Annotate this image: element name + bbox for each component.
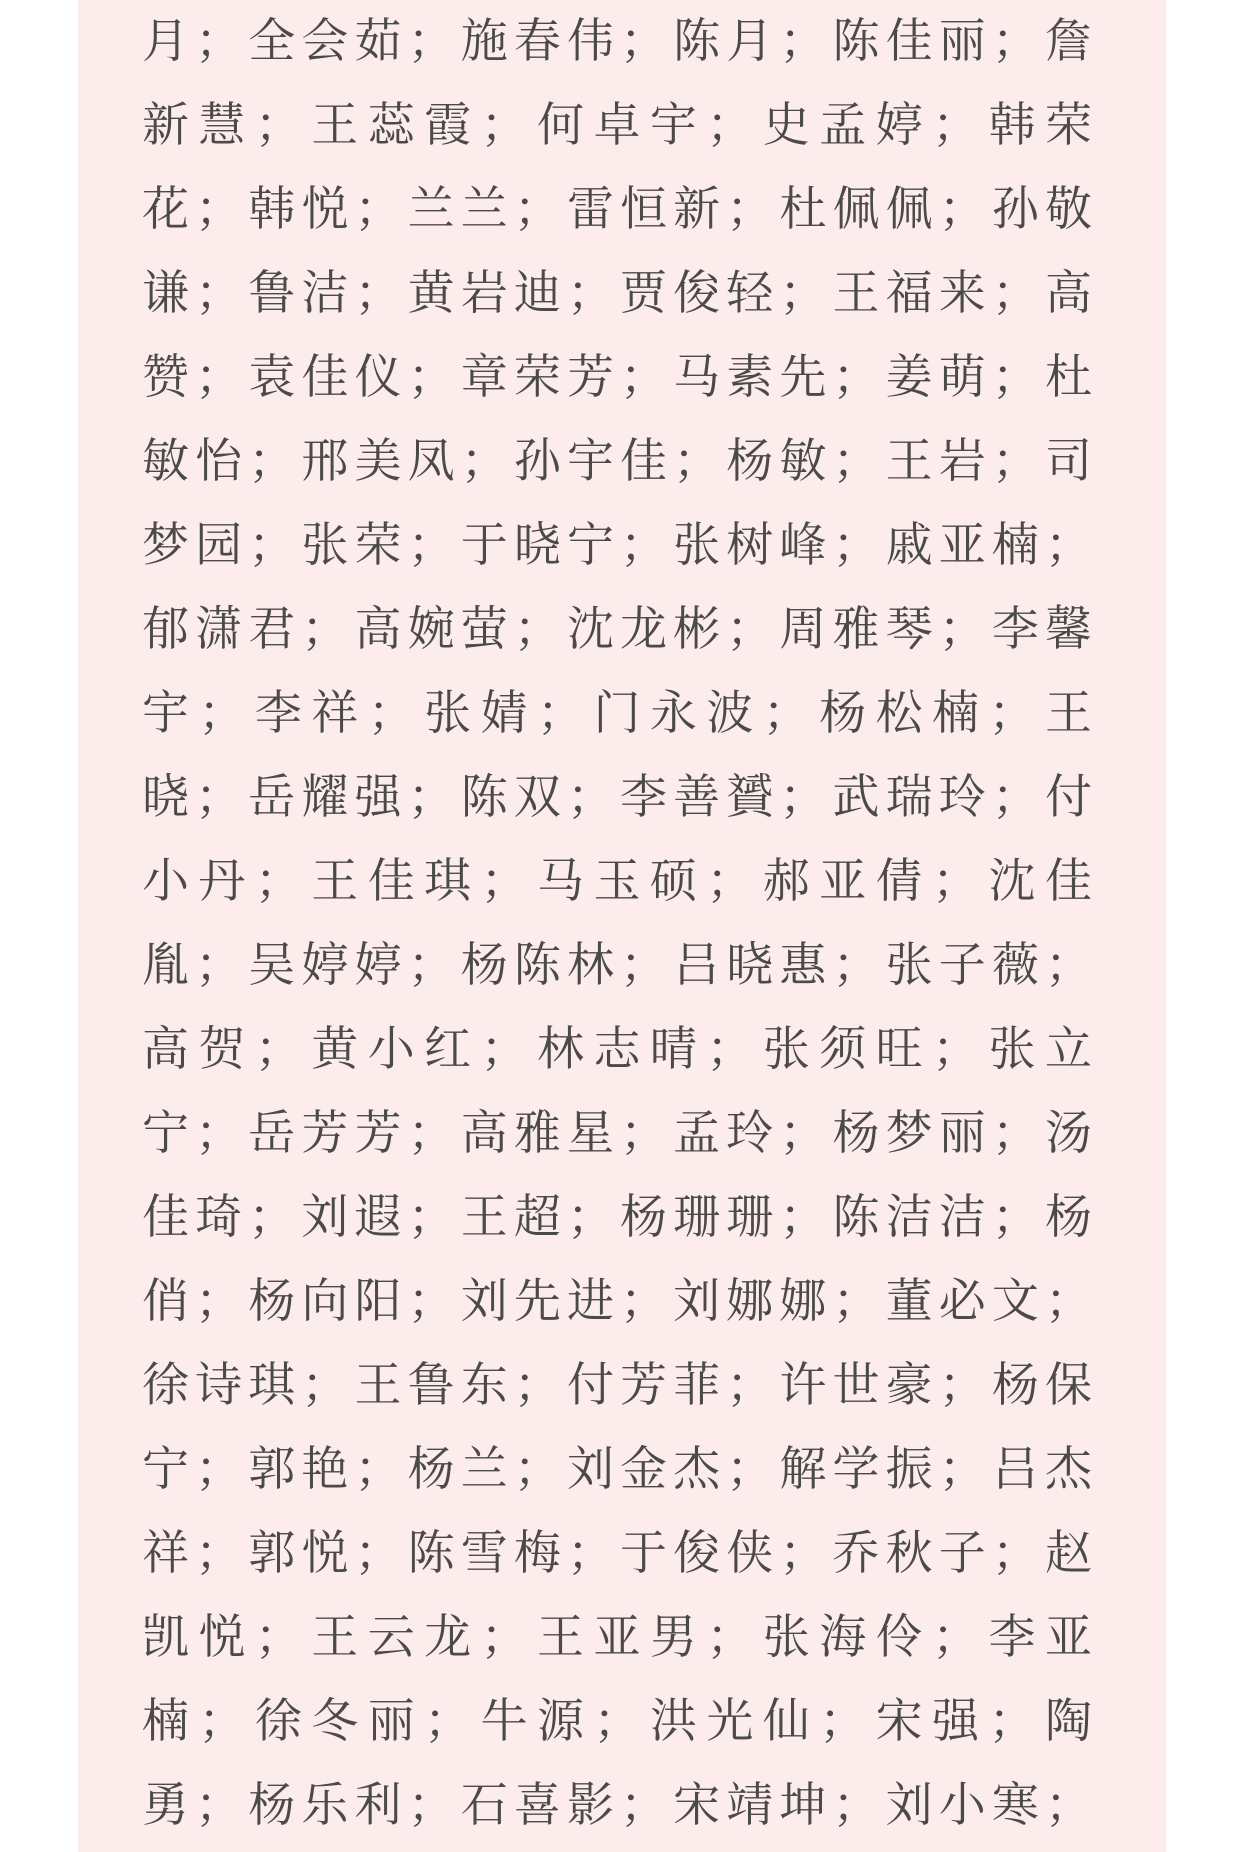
- name-list-line: 赞；袁佳仪；章荣芳；马素先；姜萌；杜: [142, 350, 1098, 405]
- name-list-line: 宁；岳芳芳；高雅星；孟玲；杨梦丽；汤: [142, 1106, 1098, 1161]
- name-list-line: 宇；李祥；张婧；门永波；杨松楠；王: [142, 686, 1098, 741]
- name-list-line: 凯悦；王云龙；王亚男；张海伶；李亚: [142, 1610, 1098, 1665]
- name-list: [142, 0, 1098, 1848]
- name-list-line: 小丹；王佳琪；马玉硕；郝亚倩；沈佳: [142, 854, 1098, 909]
- name-list-line: 佳琦；刘遐；王超；杨珊珊；陈洁洁；杨: [142, 1190, 1098, 1245]
- name-list-line: 新慧；王蕊霞；何卓宇；史孟婷；韩荣: [142, 98, 1098, 153]
- name-list-line: 徐诗琪；王鲁东；付芳菲；许世豪；杨保: [142, 1358, 1098, 1413]
- name-list-line: 敏怡；邢美凤；孙宇佳；杨敏；王岩；司: [142, 434, 1098, 489]
- name-list-line: 宁；郭艳；杨兰；刘金杰；解学振；吕杰: [142, 1442, 1098, 1497]
- name-list-line: 花；韩悦；兰兰；雷恒新；杜佩佩；孙敬: [142, 182, 1098, 237]
- name-list-line: 谦；鲁洁；黄岩迪；贾俊轻；王福来；高: [142, 266, 1098, 321]
- name-list-line: 祥；郭悦；陈雪梅；于俊侠；乔秋子；赵: [142, 1526, 1098, 1581]
- name-list-line: 晓；岳耀强；陈双；李善贇；武瑞玲；付: [142, 770, 1098, 825]
- name-list-line: 俏；杨向阳；刘先进；刘娜娜；董必文；: [142, 1274, 1098, 1329]
- name-list-line: 勇；杨乐利；石喜影；宋靖坤；刘小寒；: [142, 1778, 1098, 1833]
- name-list-line: 楠；徐冬丽；牛源；洪光仙；宋强；陶: [142, 1694, 1098, 1749]
- name-list-line: 郁潇君；高婉萤；沈龙彬；周雅琴；李馨: [142, 602, 1098, 657]
- name-list-line: 胤；吴婷婷；杨陈林；吕晓惠；张子薇；: [142, 938, 1098, 993]
- name-list-line: 梦园；张荣；于晓宁；张树峰；戚亚楠；: [142, 518, 1098, 573]
- name-list-line: 高贺；黄小红；林志晴；张须旺；张立: [142, 1022, 1098, 1077]
- name-list-line: 月；全会茹；施春伟；陈月；陈佳丽；詹: [142, 14, 1098, 69]
